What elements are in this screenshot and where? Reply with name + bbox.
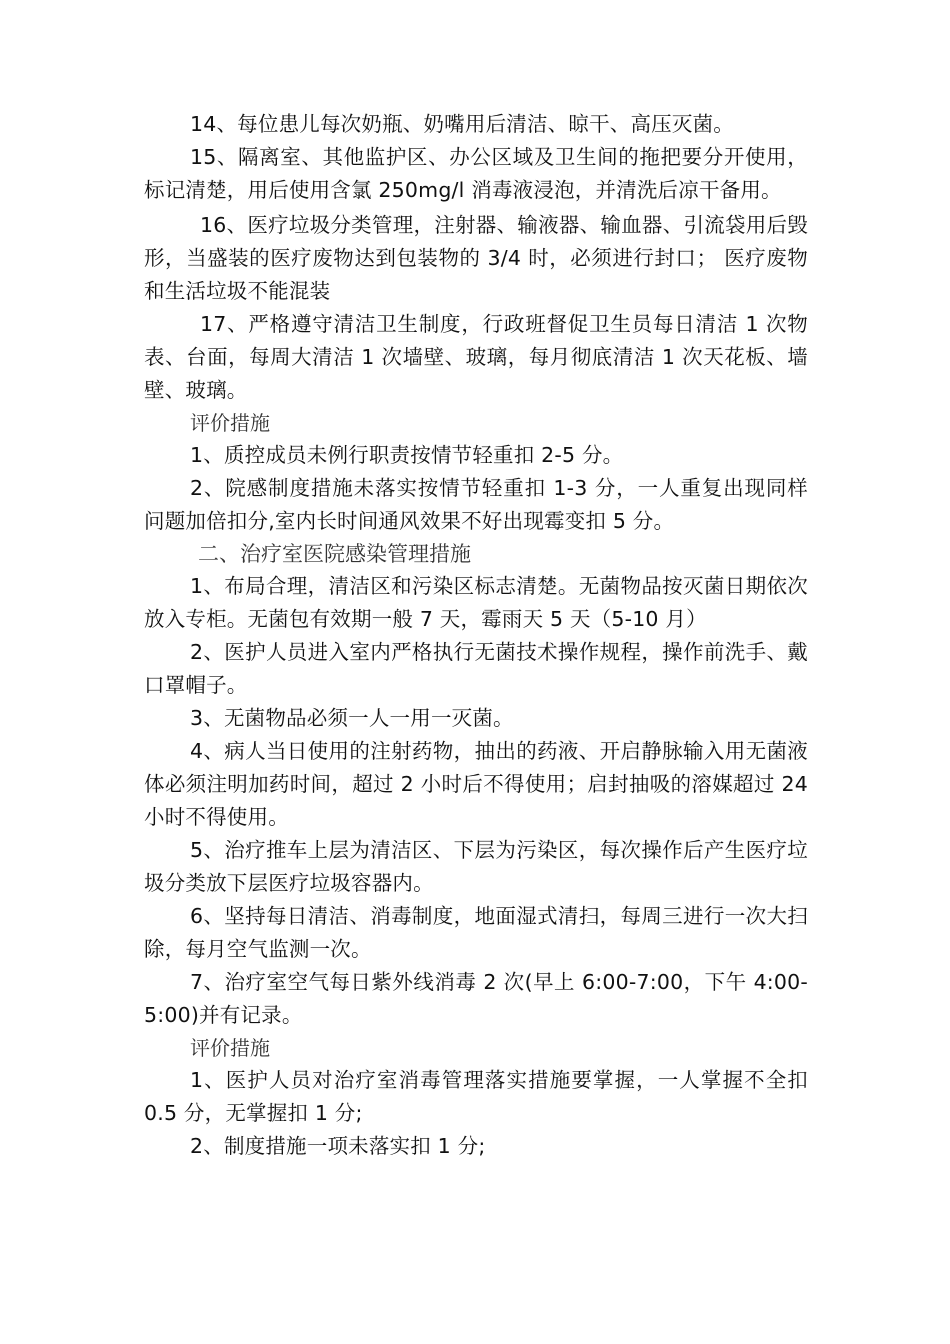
paragraph-14: 14、每位患儿每次奶瓶、奶嘴用后清洁、晾干、高压灭菌。 [190,112,734,136]
eval-item-2-2: 2、制度措施一项未落实扣 1 分; [190,1134,486,1158]
section-item-1: 1、布局合理，清洁区和污染区标志清楚。无菌物品按灭菌日期依次放入专柜。无菌包有效期一般 7 天，霉雨天 5 天（5-10 月） [144,574,808,631]
paragraph-15: 15、隔离室、其他监护区、办公区域及卫生间的拖把要分开使用，标记清楚，用后使用含氯 250mg/l 消毒液浸泡，并清洗后凉干备用。 [144,145,808,202]
section-item-2: 2、医护人员进入室内严格执行无菌技术操作规程，操作前洗手、戴口罩帽子。 [144,640,808,697]
section-item-7: 7、治疗室空气每日紫外线消毒 2 次(早上 6:00-7:00，下午 4:00-5:00)并有记录。 [144,970,808,1027]
paragraph-16: 16、医疗垃圾分类管理，注射器、输液器、输血器、引流袋用后毁形，当盛装的医疗废物达到包装物的 3/4 时，必须进行封口； 医疗废物和生活垃圾不能混装 [144,213,808,303]
document-body [144,108,808,1163]
eval-item-2-1: 1、医护人员对治疗室消毒管理落实措施要掌握，一人掌握不全扣 0.5 分，无掌握扣 1 分; [144,1068,808,1125]
section-heading: 二、治疗室医院感染管理措施 [198,542,471,566]
eval-item-1-2: 2、院感制度措施未落实按情节轻重扣 1-3 分，一人重复出现同样问题加倍扣分,室内长时间通风效果不好出现霉变扣 5 分。 [144,476,808,533]
section-item-3: 3、无菌物品必须一人一用一灭菌。 [190,706,514,730]
eval-heading-2: 评价措施 [190,1036,270,1060]
section-item-5: 5、治疗推车上层为清洁区、下层为污染区，每次操作后产生医疗垃圾分类放下层医疗垃圾容器内。 [144,838,808,895]
eval-heading-1: 评价措施 [190,411,270,435]
section-item-4: 4、病人当日使用的注射药物，抽出的药液、开启静脉输入用无菌液体必须注明加药时间，超过 2 小时后不得使用；启封抽吸的溶媒超过 24 小时不得使用。 [144,739,808,829]
eval-item-1-1: 1、质控成员未例行职责按情节轻重扣 2-5 分。 [190,443,624,467]
section-item-6: 6、坚持每日清洁、消毒制度，地面湿式清扫，每周三进行一次大扫除，每月空气监测一次。 [144,904,808,961]
paragraph-17: 17、严格遵守清洁卫生制度，行政班督促卫生员每日清洁 1 次物表、台面，每周大清洁 1 次墙壁、玻璃，每月彻底清洁 1 次天花板、墙壁、玻璃。 [144,312,808,402]
